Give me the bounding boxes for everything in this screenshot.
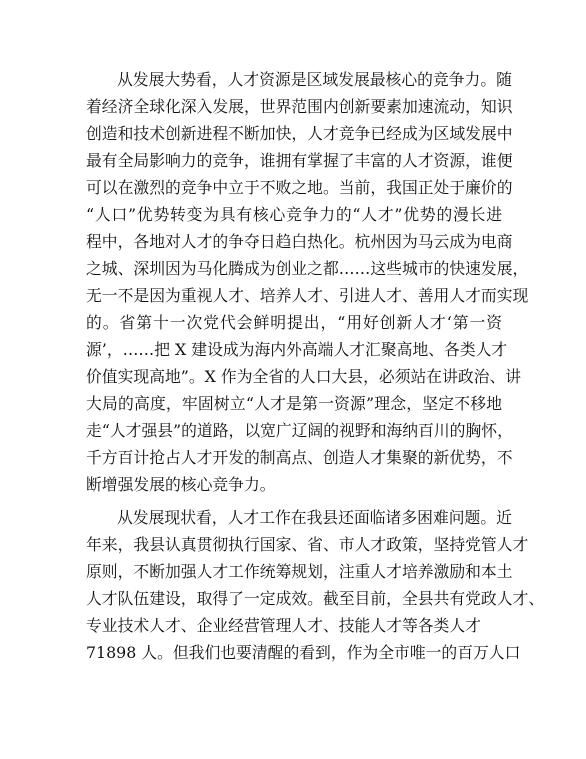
text-line: 着经济全球化深入发展，世界范围内创新要素加速流动，知识: [86, 97, 513, 116]
text-line: 最有全局影响力的竞争，谁拥有掌握了丰富的人才资源，谁便: [86, 151, 513, 170]
text-line: 走“人才强县”的道路，以宽广辽阔的视野和海纳百川的胸怀，: [86, 421, 513, 440]
paragraph-development-trend: [86, 66, 529, 498]
text-line: 创造和技术创新进程不断加快，人才竞争已经成为区域发展中: [86, 124, 513, 143]
text-line: 年来，我县认真贯彻执行国家、省、市人才政策，坚持党管人才: [86, 535, 529, 554]
paragraph-current-status: [86, 504, 545, 666]
text-line: 千方百计抢占人才开发的制高点、创造人才集聚的新优势，不: [86, 448, 513, 467]
text-line: 程中，各地对人才的争夺日趋白热化。杭州因为马云成为电商: [86, 232, 513, 251]
text-line: “人口”优势转变为具有核心竞争力的“人才”优势的漫长进: [86, 205, 502, 224]
text-line: 专业技术人才、企业经营管理人才、技能人才等各类人才: [86, 616, 481, 635]
text-line: 可以在激烈的竞争中立于不败之地。当前，我国正处于廉价的: [86, 178, 513, 197]
document-body: [86, 66, 545, 666]
text-line: 人才队伍建设，取得了一定成效。截至目前，全县共有党政人才、: [86, 589, 545, 608]
text-line: 的。省第十一次党代会鲜明提出，“用好创新人才‘第一资: [86, 313, 502, 332]
text-line: 从发展现状看，人才工作在我县还面临诸多困难问题。近: [117, 508, 512, 527]
text-line: 无一不是因为重视人才、培养人才、引进人才、善用人才而实现: [86, 286, 529, 305]
text-line: 从发展大势看，人才资源是区域发展最核心的竞争力。随: [117, 70, 512, 89]
text-line: 原则，不断加强人才工作统筹规划，注重人才培养激励和本土: [86, 562, 513, 581]
text-line: 断增强发展的核心竞争力。: [86, 475, 276, 494]
text-line: 71898 人。但我们也要清醒的看到，作为全市唯一的百万人口: [86, 643, 521, 662]
text-line: 源’，……把 X 建设成为海内外高端人才汇聚高地、各类人才: [86, 340, 508, 359]
text-line: 大局的高度，牢固树立“人才是第一资源”理念，坚定不移地: [86, 394, 502, 413]
text-line: 价值实现高地”。X 作为全省的人口大县，必须站在讲政治、讲: [86, 367, 522, 386]
text-line: 之城、深圳因为马化腾成为创业之都……这些城市的快速发展，: [86, 259, 529, 278]
